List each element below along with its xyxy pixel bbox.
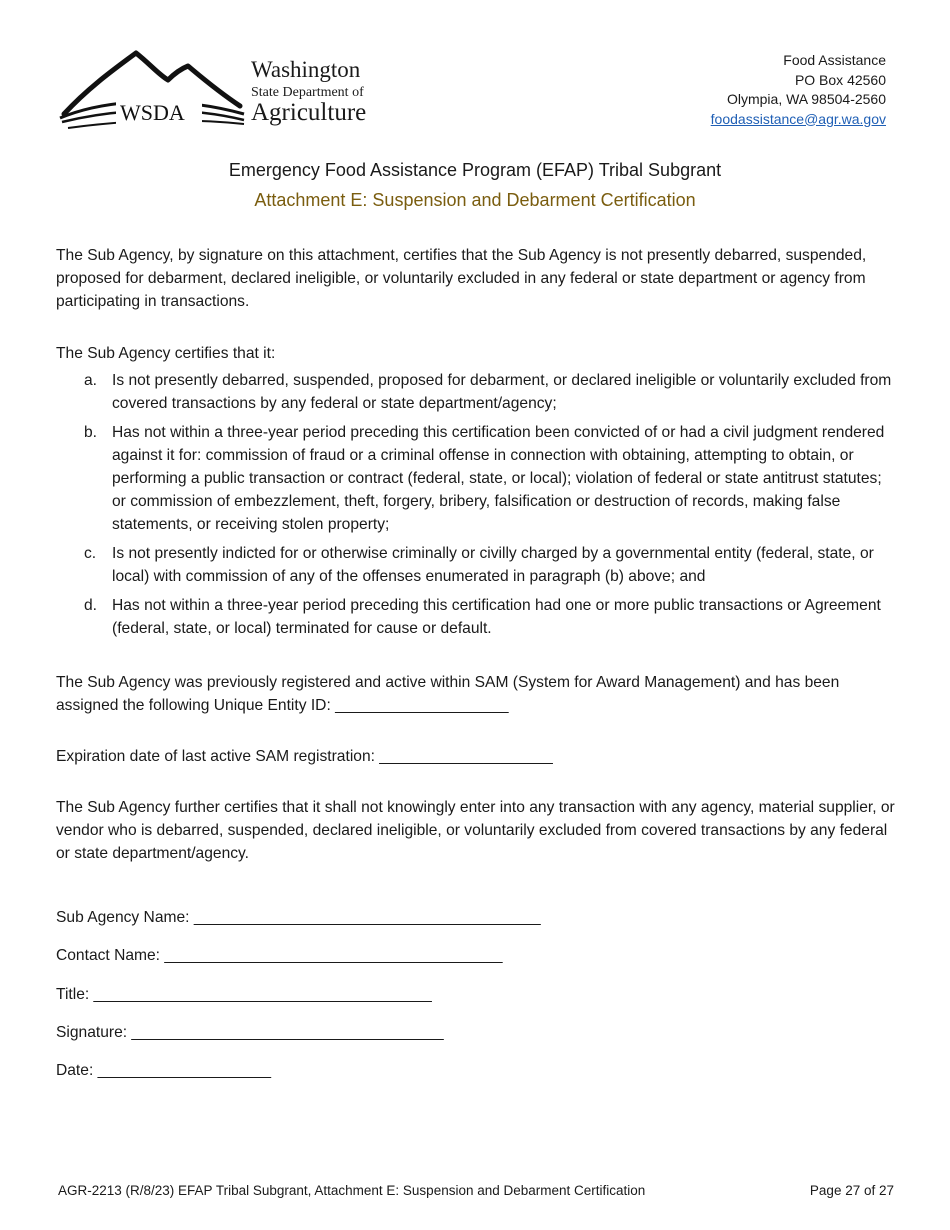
- title-field: Title: _______________________________________: [56, 986, 432, 1003]
- list-item: [56, 542, 898, 588]
- list-marker: c.: [84, 545, 97, 562]
- intro-paragraph: The Sub Agency, by signature on this attachment, certifies that the Sub Agency is not presently debarred, suspended, proposed for debarment, declared ineligible, or voluntarily excluded in any federal or state department or agency from participating in transactions.: [56, 247, 867, 310]
- address-block: [711, 51, 886, 129]
- list-marker: a.: [84, 372, 98, 389]
- list-item-text: Has not within a three-year period preceding this certification been convicted of or had a civil judgment rendered against it for: commission of fraud or a criminal offense in connection with obtaining, attempting to obtain, or performing a public transaction or contract (federal, state, or local); violation of federal or state antitrust statutes; or commission of embezzlement, theft, forgery, bribery, falsification or destruction of records, making false statements, or receiving stolen property;: [112, 424, 885, 533]
- sub-agency-name-field: Sub Agency Name: ________________________________________: [56, 909, 541, 926]
- list-item: [56, 421, 898, 536]
- list-marker: b.: [84, 424, 98, 441]
- footer-page-number: Page 27 of 27: [809, 1183, 894, 1198]
- address-line-program: Food Assistance: [783, 52, 886, 68]
- sam-registration-paragraph: The Sub Agency was previously registered and active within SAM (System for Award Management) and has been assigned the following Unique Entity ID: ____________________: [56, 674, 840, 714]
- list-marker: d.: [84, 597, 98, 614]
- certification-list: [56, 369, 898, 646]
- date-field: Date: ____________________: [56, 1062, 272, 1079]
- further-certification-paragraph: The Sub Agency further certifies that it shall not knowingly enter into any transaction with any agency, material supplier, or vendor who is debarred, suspended, declared ineligible, or voluntarily excluded from covered transactions by any federal or state department/agency.: [56, 799, 895, 862]
- logo-line-state-department: State Department of: [251, 85, 364, 100]
- wsda-logo: [58, 48, 378, 132]
- list-item-text: Is not presently indicted for or otherwise criminally or civilly charged by a governmental entity (federal, state, or local) with commission of any of the offenses enumerated in paragraph (b) above; and: [112, 545, 874, 585]
- list-item-text: Has not within a three-year period preceding this certification had one or more public transactions or Agreement (federal, state, or local) terminated for cause or default.: [112, 597, 881, 637]
- list-item: [56, 594, 898, 640]
- list-item: [56, 369, 898, 415]
- logo-line-agriculture: Agriculture: [251, 99, 367, 126]
- list-item-text: Is not presently debarred, suspended, proposed for debarment, or declared ineligible or voluntarily excluded from covered transactions by any federal or state department/agency;: [112, 372, 892, 412]
- logo-line-washington: Washington: [251, 57, 361, 82]
- document-title: Emergency Food Assistance Program (EFAP) Tribal Subgrant: [228, 160, 722, 180]
- email-link[interactable]: foodassistance@agr.wa.gov: [710, 110, 886, 127]
- address-line-city: Olympia, WA 98504-2560: [726, 91, 886, 107]
- footer-form-id: AGR-2213 (R/8/23) EFAP Tribal Subgrant, Attachment E: Suspension and Debarment Certification: [58, 1183, 646, 1198]
- document-subtitle: Attachment E: Suspension and Debarment Certification: [254, 190, 696, 210]
- contact-name-field: Contact Name: _______________________________________: [56, 947, 503, 964]
- expiration-paragraph: Expiration date of last active SAM registration: ____________________: [56, 748, 553, 765]
- logo-mark-text: WSDA: [120, 100, 185, 125]
- signature-field: Signature: ____________________________________: [56, 1024, 444, 1041]
- mountain-logo-mark: [58, 48, 248, 132]
- certifies-lead: The Sub Agency certifies that it:: [56, 345, 276, 362]
- address-line-po-box: PO Box 42560: [794, 71, 886, 88]
